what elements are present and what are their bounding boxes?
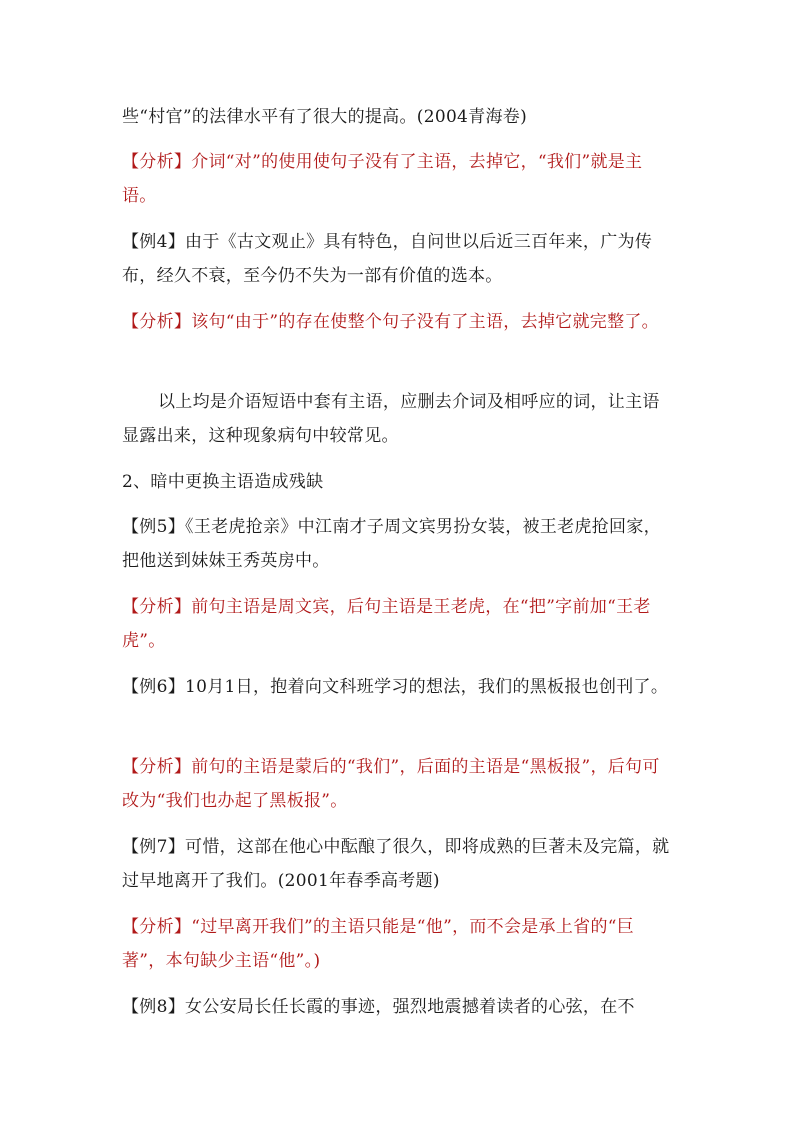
analysis-paragraph [122,590,674,658]
analysis-paragraph [122,305,674,339]
analysis-paragraph [122,910,674,978]
paragraph-text: 【分析】前句的主语是蒙后的“我们”，后面的主语是“黑板报”，后句可改为“我们也办起了黑板报”。 [122,757,660,811]
section-heading [122,465,674,499]
analysis-paragraph [122,750,674,818]
paragraph-continuation [122,100,674,134]
paragraph-text: 【例8】女公安局长任长霞的事迹，强烈地震撼着读者的心弦，在不 [122,997,635,1017]
example-7-paragraph [122,830,674,898]
example-6-paragraph [122,670,674,704]
paragraph-text: 【例7】可惜，这部在他心中酝酿了很久，即将成熟的巨著未及完篇，就过早地离开了我们。(2001年春季高考题) [122,837,670,891]
example-4-paragraph [122,225,674,293]
heading-text: 2、暗中更换主语造成残缺 [122,472,324,492]
example-8-paragraph [122,990,674,1024]
paragraph-text: 些“村官”的法律水平有了很大的提高。(2004青海卷) [122,107,528,127]
paragraph-text: 【例6】10月1日，抱着向文科班学习的想法，我们的黑板报也创刊了。 [122,677,669,697]
paragraph-text: 【分析】该句“由于”的存在使整个句子没有了主语，去掉它就完整了。 [122,312,659,332]
paragraph-text: 【分析】介词“对”的使用使句子没有了主语，去掉它，“我们”就是主语。 [122,152,643,206]
example-5-paragraph [122,510,674,578]
paragraph-text: 【分析】“过早离开我们”的主语只能是“他”，而不会是承上省的“巨著”，本句缺少主语“他”。) [122,917,635,971]
summary-paragraph [122,385,674,453]
paragraph-text: 【分析】前句主语是周文宾，后句主语是王老虎，在“把”字前加“王老虎”。 [122,597,651,651]
analysis-paragraph [122,145,674,213]
paragraph-text: 以上均是介语短语中套有主语，应删去介词及相呼应的词，让主语显露出来，这种现象病句中较常见。 [122,392,660,446]
paragraph-text: 【例4】由于《古文观止》具有特色，自问世以后近三百年来，广为传布，经久不衰，至今仍不失为一部有价值的选本。 [122,232,653,286]
paragraph-text: 【例5】《王老虎抢亲》中江南才子周文宾男扮女装，被王老虎抢回家，把他送到妹妹王秀英房中。 [122,517,661,571]
